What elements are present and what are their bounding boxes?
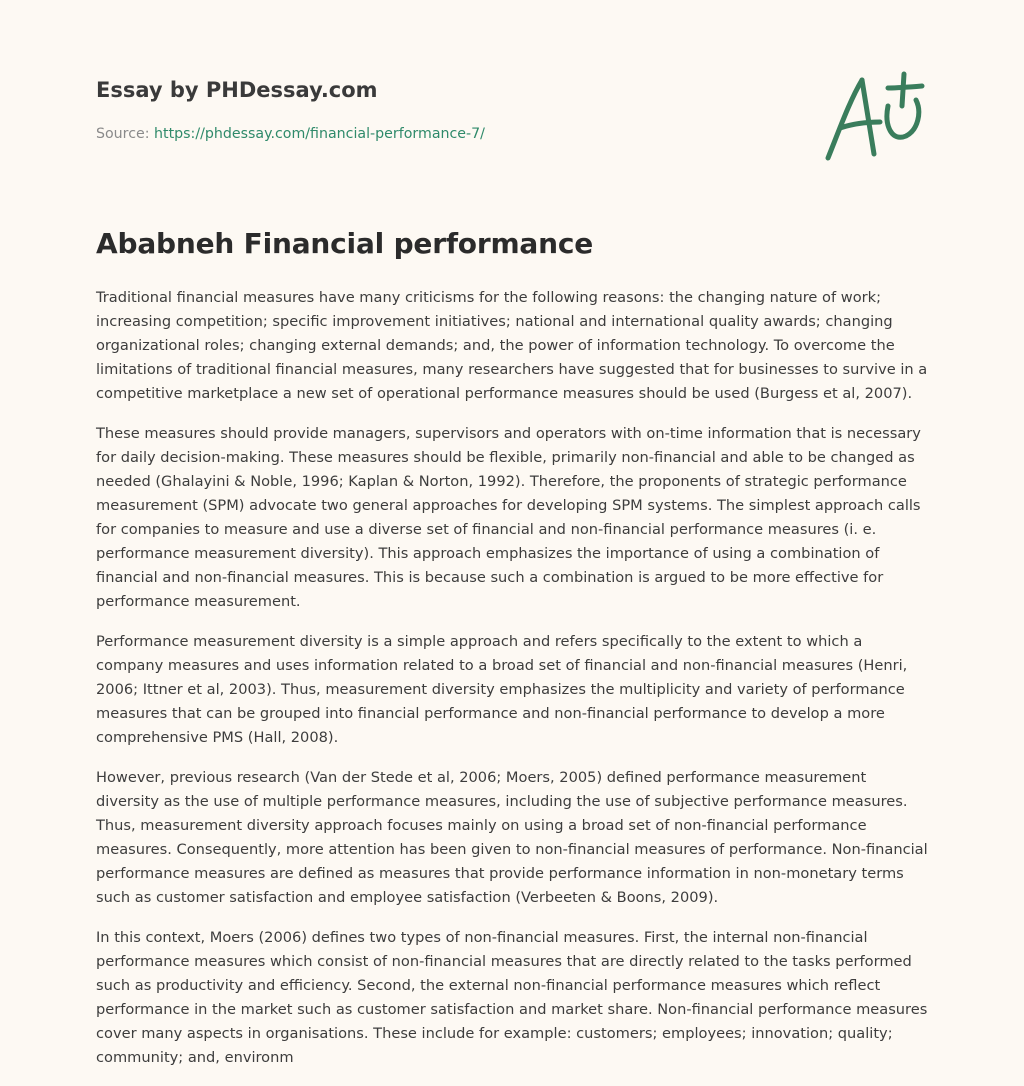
source-label: Source:: [96, 126, 150, 142]
essay-paragraph: Performance measurement diversity is a simple approach and refers specifically to the extent to which a company measures and uses information related to a broad set of financial and non-financial measures (Henri, 2006; Ittner et al, 2003). Thus, measurement diversity emphasizes the multiplicity and variety of performance measures that can be grouped into financial performance and non-financial performance to develop a more comprehensive PMS (Hall, 2008).: [96, 633, 908, 746]
essay-paragraph: However, previous research (Van der Stede et al, 2006; Moers, 2005) defined performance measurement diversity as the use of multiple performance measures, including the use of subjective performance measures. Thus, measurement diversity approach focuses mainly on using a broad set of non-financial performance measures. Consequently, more attention has been given to non-financial measures of performance. Non-financial performance measures are defined as measures that provide performance information in non-monetary terms such as customer satisfaction and employee satisfaction (Verbeeten & Boons, 2009).: [96, 769, 928, 906]
essay-title: Ababneh Financial performance: [96, 227, 594, 260]
essay-paragraph: Traditional financial measures have many criticisms for the following reasons: the changing nature of work; increasing competition; specific improvement initiatives; national and international quality awards; changing organizational roles; changing external demands; and, the power of information technology. To overcome the limitations of traditional financial measures, many researchers have suggested that for businesses to survive in a competitive marketplace a new set of operational performance measures should be used (Burgess et al, 2007).: [96, 289, 928, 402]
brand-title: Essay by PHDessay.com: [96, 78, 378, 102]
page-header: [96, 76, 796, 144]
essay-paragraph: These measures should provide managers, supervisors and operators with on-time information that is necessary for daily decision-making. These measures should be flexible, primarily non-financial and able to be changed as needed (Ghalayini & Noble, 1996; Kaplan & Norton, 1992). Therefore, the proponents of strategic performance measurement (SPM) advocate two general approaches for developing SPM systems. The simplest approach calls for companies to measure and use a diverse set of financial and non-financial performance measures (i. e. performance measurement diversity). This approach emphasizes the importance of using a combination of financial and non-financial measures. This is because such a combination is argued to be more effective for performance measurement.: [96, 425, 921, 610]
a-plus-logo-icon: [818, 66, 928, 166]
source-link[interactable]: https://phdessay.com/financial-performance-7/: [154, 126, 485, 142]
essay-body: [96, 286, 932, 1086]
source-line: [96, 124, 796, 144]
essay-paragraph: In this context, Moers (2006) defines two types of non-financial measures. First, the internal non-financial performance measures which consist of non-financial measures that are directly related to the tasks performed such as productivity and efficiency. Second, the external non-financial performance measures which reflect performance in the market such as customer satisfaction and market share. Non-financial performance measures cover many aspects in organisations. These include for example: customers; employees; innovation; quality; community; and, environm: [96, 929, 928, 1066]
